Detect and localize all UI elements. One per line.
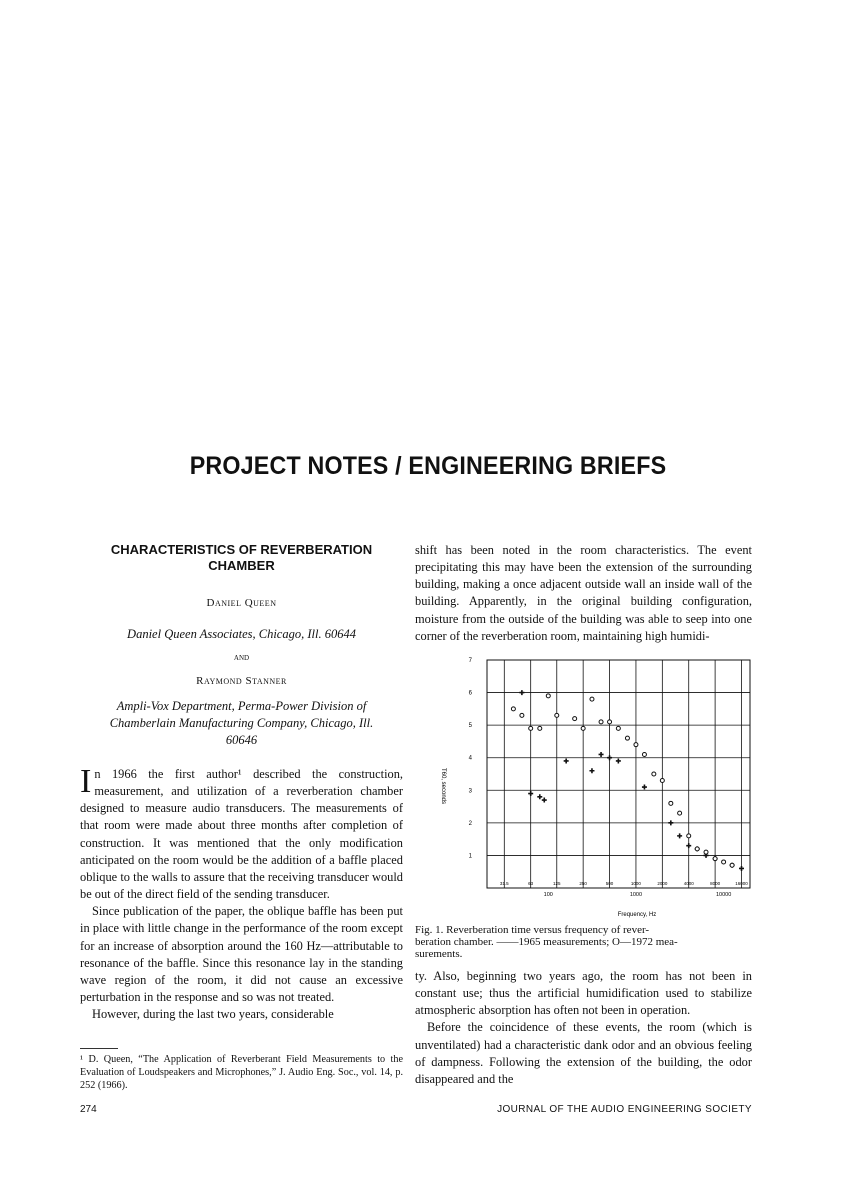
title-line: CHAMBER [208, 558, 275, 573]
article-body-right-bottom [415, 968, 752, 1088]
author-conjunction: and [233, 652, 250, 663]
figure-caption [415, 924, 752, 960]
y-tick-label: 7 [468, 658, 472, 664]
x-tick-label: 1000 [630, 881, 641, 886]
affiliation-line: 60646 [225, 733, 258, 747]
caption-line: surements. [415, 948, 463, 960]
article-title [80, 542, 403, 574]
y-tick-label: 2 [468, 820, 472, 827]
reverberation-chart [432, 656, 757, 921]
data-points [511, 690, 744, 871]
affiliation-line: Chamberlain Manufacturing Company, Chicago, Ill. [109, 716, 374, 730]
x-tick-label: 125 [553, 881, 561, 886]
y-tick-label: 1 [468, 853, 472, 860]
data-point-1965 [668, 820, 673, 825]
x-axis-ticks [500, 881, 748, 898]
data-point-1972 [573, 717, 577, 721]
data-point-1965 [616, 758, 621, 763]
article-body-left [80, 763, 403, 1023]
paragraph: Before the coincidence of these events, the room (which is unventilated) had a characteristic dank odor and an obvious feeling of dampness. Following the extension of the building, the odor disappeared and the [415, 1020, 752, 1086]
data-point-1972 [634, 743, 638, 747]
data-point-1972 [625, 736, 629, 740]
paragraph: Since publication of the paper, the oblique baffle has been put in place with little change in the performance of the room except for an increase of absorption around the 160 Hz—attributable to resonance of the baffle. Since this resonance lay in the standing wave region of the room, it did not cause an excessive perturbation in the response and so was not treated. [80, 904, 403, 1005]
data-point-1965 [599, 752, 604, 757]
data-point-1965 [519, 690, 524, 695]
data-point-1972 [642, 752, 646, 756]
y-tick-label: 6 [468, 690, 472, 697]
article-body-right-top [415, 542, 752, 645]
data-point-1972 [660, 779, 664, 783]
data-point-1972 [590, 697, 594, 701]
data-point-1972 [704, 850, 708, 854]
data-point-1972 [529, 726, 533, 730]
data-point-1972 [687, 834, 691, 838]
data-point-1965 [677, 833, 682, 838]
data-point-1972 [608, 720, 612, 724]
paragraph: shift has been noted in the room characteristics. The event precipitating this may have been the extension of the surrounding building, making a once adjacent outside wall an inside wall of the building. Apparently, in the original building configuration, moisture from the outside of the building was able to seep into one corner of the reverberation room, maintaining high humidi- [415, 543, 752, 643]
x-tick-label: 63 [528, 881, 534, 886]
data-point-1972 [695, 847, 699, 851]
y-tick-label: 3 [468, 788, 472, 795]
data-point-1972 [538, 726, 542, 730]
author-affiliation: Daniel Queen Associates, Chicago, Ill. 60644 [127, 627, 356, 641]
author-name: Daniel Queen [206, 597, 277, 609]
section-heading: PROJECT NOTES / ENGINEERING BRIEFS [189, 452, 667, 480]
x-tick-label: 250 [579, 881, 587, 886]
data-point-1965 [739, 866, 744, 871]
x-tick-label: 1000 [629, 892, 643, 898]
data-point-1965 [686, 843, 691, 848]
paragraph: ty. Also, beginning two years ago, the room has not been in constant use; thus the artificial humidification used to stabilize atmospheric absorption has often not been in operation. [415, 969, 752, 1018]
x-tick-label: 2000 [657, 881, 668, 886]
paragraph: In 1966 the first author¹ described the construction, measurement, and utilization of a reverberation chamber designed to measure audio transducers. The measurements of that room were made about three months after completion of construction. It was mentioned that the only modification anticipated on the room would be the addition of a baffle placed oblique to the walls to assure that the receiving transducer would be out of the direct field of the sending transducer. [80, 763, 403, 902]
affiliation-line: Ampli-Vox Department, Perma-Power Division of [116, 699, 367, 713]
data-point-1972 [722, 860, 726, 864]
x-tick-label: 100 [543, 892, 553, 898]
y-axis-ticks [469, 658, 473, 859]
x-axis-label: Frequency, Hz [617, 912, 657, 918]
x-tick-label: 500 [605, 881, 614, 886]
title-line: CHARACTERISTICS OF REVERBERATION [110, 542, 373, 557]
data-point-1965 [589, 768, 594, 773]
data-point-1972 [520, 713, 524, 717]
data-point-1972 [678, 811, 682, 815]
data-point-1972 [616, 726, 620, 730]
data-point-1972 [581, 726, 585, 730]
x-tick-label: 31.5 [499, 881, 509, 886]
data-point-1965 [607, 755, 612, 760]
x-tick-label: 10000 [715, 892, 732, 898]
data-point-1972 [669, 801, 673, 805]
y-axis-label: T60, seconds [440, 767, 446, 805]
data-point-1972 [511, 707, 515, 711]
y-tick-label: 4 [468, 755, 472, 762]
author-name: Raymond Stanner [196, 675, 287, 687]
journal-name: JOURNAL OF THE AUDIO ENGINEERING SOCIETY [497, 1104, 752, 1115]
chart-grid [487, 660, 750, 888]
page-number: 274 [80, 1104, 97, 1115]
drop-cap: I [80, 763, 92, 800]
data-point-1972 [713, 857, 717, 861]
footnote-divider [80, 1048, 118, 1049]
data-point-1972 [730, 863, 734, 867]
data-point-1972 [652, 772, 656, 776]
data-point-1965 [528, 791, 533, 796]
author-affiliation [80, 698, 403, 749]
y-tick-label: 5 [468, 723, 472, 730]
x-tick-label: 8000 [710, 881, 721, 886]
plot-frame [487, 660, 750, 888]
data-point-1972 [546, 694, 550, 698]
caption-line: beration chamber. ——1965 measurements; O—1972 mea- [415, 936, 678, 948]
data-point-1965 [642, 785, 647, 790]
data-point-1972 [555, 713, 559, 717]
caption-line: Fig. 1. Reverberation time versus frequency of rever- [415, 924, 650, 936]
footnote: ¹ D. Queen, “The Application of Reverberant Field Measurements to the Evaluation of Loudspeakers and Microphones,” J. Audio Eng. Soc., vol. 14, p. 252 (1966). [80, 1054, 403, 1091]
x-tick-label: 4000 [683, 881, 694, 886]
data-point-1965 [564, 758, 569, 763]
data-point-1965 [542, 798, 547, 803]
data-point-1972 [599, 720, 603, 724]
data-point-1965 [537, 794, 542, 799]
paragraph: However, during the last two years, considerable [92, 1007, 334, 1022]
x-tick-label: 16000 [735, 881, 748, 886]
